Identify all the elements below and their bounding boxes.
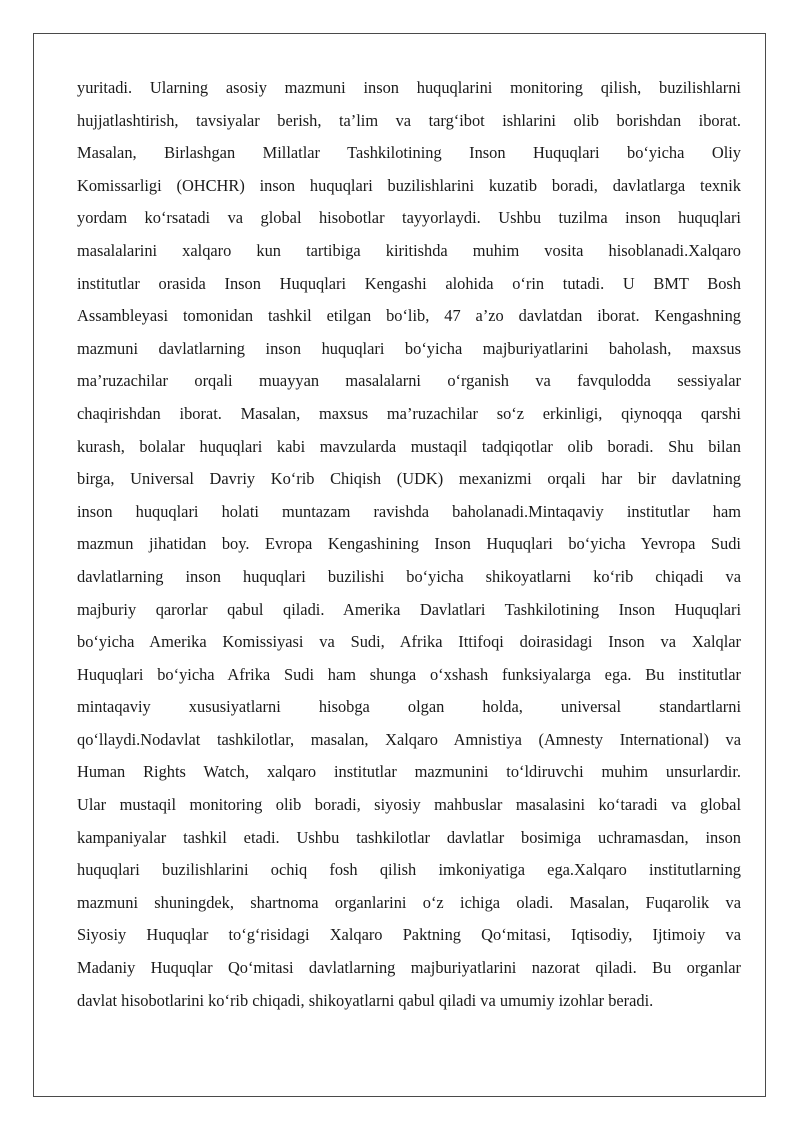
- text-line: ma’ruzachilar orqali muayyan masalalarni o‘rganish va favqulodda sessiyalar: [77, 371, 741, 391]
- text-line: mazmuni shuningdek, shartnoma organlarini o‘z ichiga oladi. Masalan, Fuqarolik va: [77, 892, 741, 912]
- text-line: Madaniy Huquqlar Qo‘mitasi davlatlarning majburiyatlarini nazorat qiladi. Bu organlar: [77, 958, 741, 978]
- text-line: Masalan, Birlashgan Millatlar Tashkilotining Inson Huquqlari bo‘yicha Oliy: [77, 143, 741, 163]
- text-line: mazmuni davlatlarning inson huquqlari bo‘yicha majburiyatlarini baholash, maxsus: [77, 338, 741, 358]
- text-line: masalalarini xalqaro kun tartibiga kiritishda muhim vosita hisoblanadi.Xalqaro: [77, 240, 741, 260]
- text-line: Siyosiy Huquqlar to‘g‘risidagi Xalqaro Paktning Qo‘mitasi, Iqtisodiy, Ijtimoiy va: [77, 925, 741, 945]
- text-line: mintaqaviy xususiyatlarni hisobga olgan holda, universal standartlarni: [77, 697, 741, 717]
- text-line: qo‘llaydi.Nodavlat tashkilotlar, masalan, Xalqaro Amnistiya (Amnesty International) va: [77, 729, 741, 749]
- text-line: davlatlarning inson huquqlari buzilishi bo‘yicha shikoyatlarni ko‘rib chiqadi va: [77, 566, 741, 586]
- text-line: Human Rights Watch, xalqaro institutlar mazmunini to‘ldiruvchi muhim unsurlardir.: [77, 762, 741, 782]
- text-line: Komissarligi (OHCHR) inson huquqlari buzilishlarini kuzatib boradi, davlatlarga texnik: [77, 175, 741, 195]
- text-line: davlat hisobotlarini ko‘rib chiqadi, shikoyatlarni qabul qiladi va umumiy izohlar beradi.: [77, 990, 654, 1010]
- text-line: Huquqlari bo‘yicha Afrika Sudi ham shunga o‘xshash funksiyalarga ega. Bu institutlar: [77, 664, 741, 684]
- text-line: yuritadi. Ularning asosiy mazmuni inson huquqlarini monitoring qilish, buzilishlarni: [77, 78, 741, 97]
- text-line: birga, Universal Davriy Ko‘rib Chiqish (UDK) mexanizmi orqali har bir davlatning: [77, 469, 741, 489]
- text-line: kurash, bolalar huquqlari kabi mavzularda mustaqil tadqiqotlar olib boradi. Shu bilan: [77, 436, 741, 456]
- text-line: hujjatlashtirish, tavsiyalar berish, ta’lim va targ‘ibot ishlarini olib borishdan iborat.: [77, 110, 741, 130]
- text-line: bo‘yicha Amerika Komissiyasi va Sudi, Afrika Ittifoqi doirasidagi Inson va Xalqlar: [77, 632, 741, 652]
- text-line: yordam ko‘rsatadi va global hisobotlar tayyorlaydi. Ushbu tuzilma inson huquqlari: [77, 208, 741, 228]
- text-line: kampaniyalar tashkil etadi. Ushbu tashkilotlar davlatlar bosimiga uchramasdan, inson: [77, 827, 741, 847]
- body-paragraph: [77, 72, 741, 1017]
- text-line: huquqlari buzilishlarini ochiq fosh qilish imkoniyatiga ega.Xalqaro institutlarning: [77, 860, 741, 880]
- text-line: Assambleyasi tomonidan tashkil etilgan bo‘lib, 47 a’zo davlatdan iborat. Kengashning: [77, 306, 741, 326]
- text-line: inson huquqlari holati muntazam ravishda baholanadi.Mintaqaviy institutlar ham: [77, 501, 741, 521]
- text-line: Ular mustaqil monitoring olib boradi, siyosiy mahbuslar masalasini ko‘taradi va global: [77, 795, 741, 815]
- text-line: institutlar orasida Inson Huquqlari Kengashi alohida o‘rin tutadi. U BMT Bosh: [77, 273, 741, 293]
- text-line: majburiy qarorlar qabul qiladi. Amerika Davlatlari Tashkilotining Inson Huquqlari: [77, 599, 741, 619]
- text-line: chaqirishdan iborat. Masalan, maxsus ma’ruzachilar so‘z erkinligi, qiynoqqa qarshi: [77, 403, 741, 423]
- text-line: mazmun jihatidan boy. Evropa Kengashining Inson Huquqlari bo‘yicha Yevropa Sudi: [77, 534, 741, 554]
